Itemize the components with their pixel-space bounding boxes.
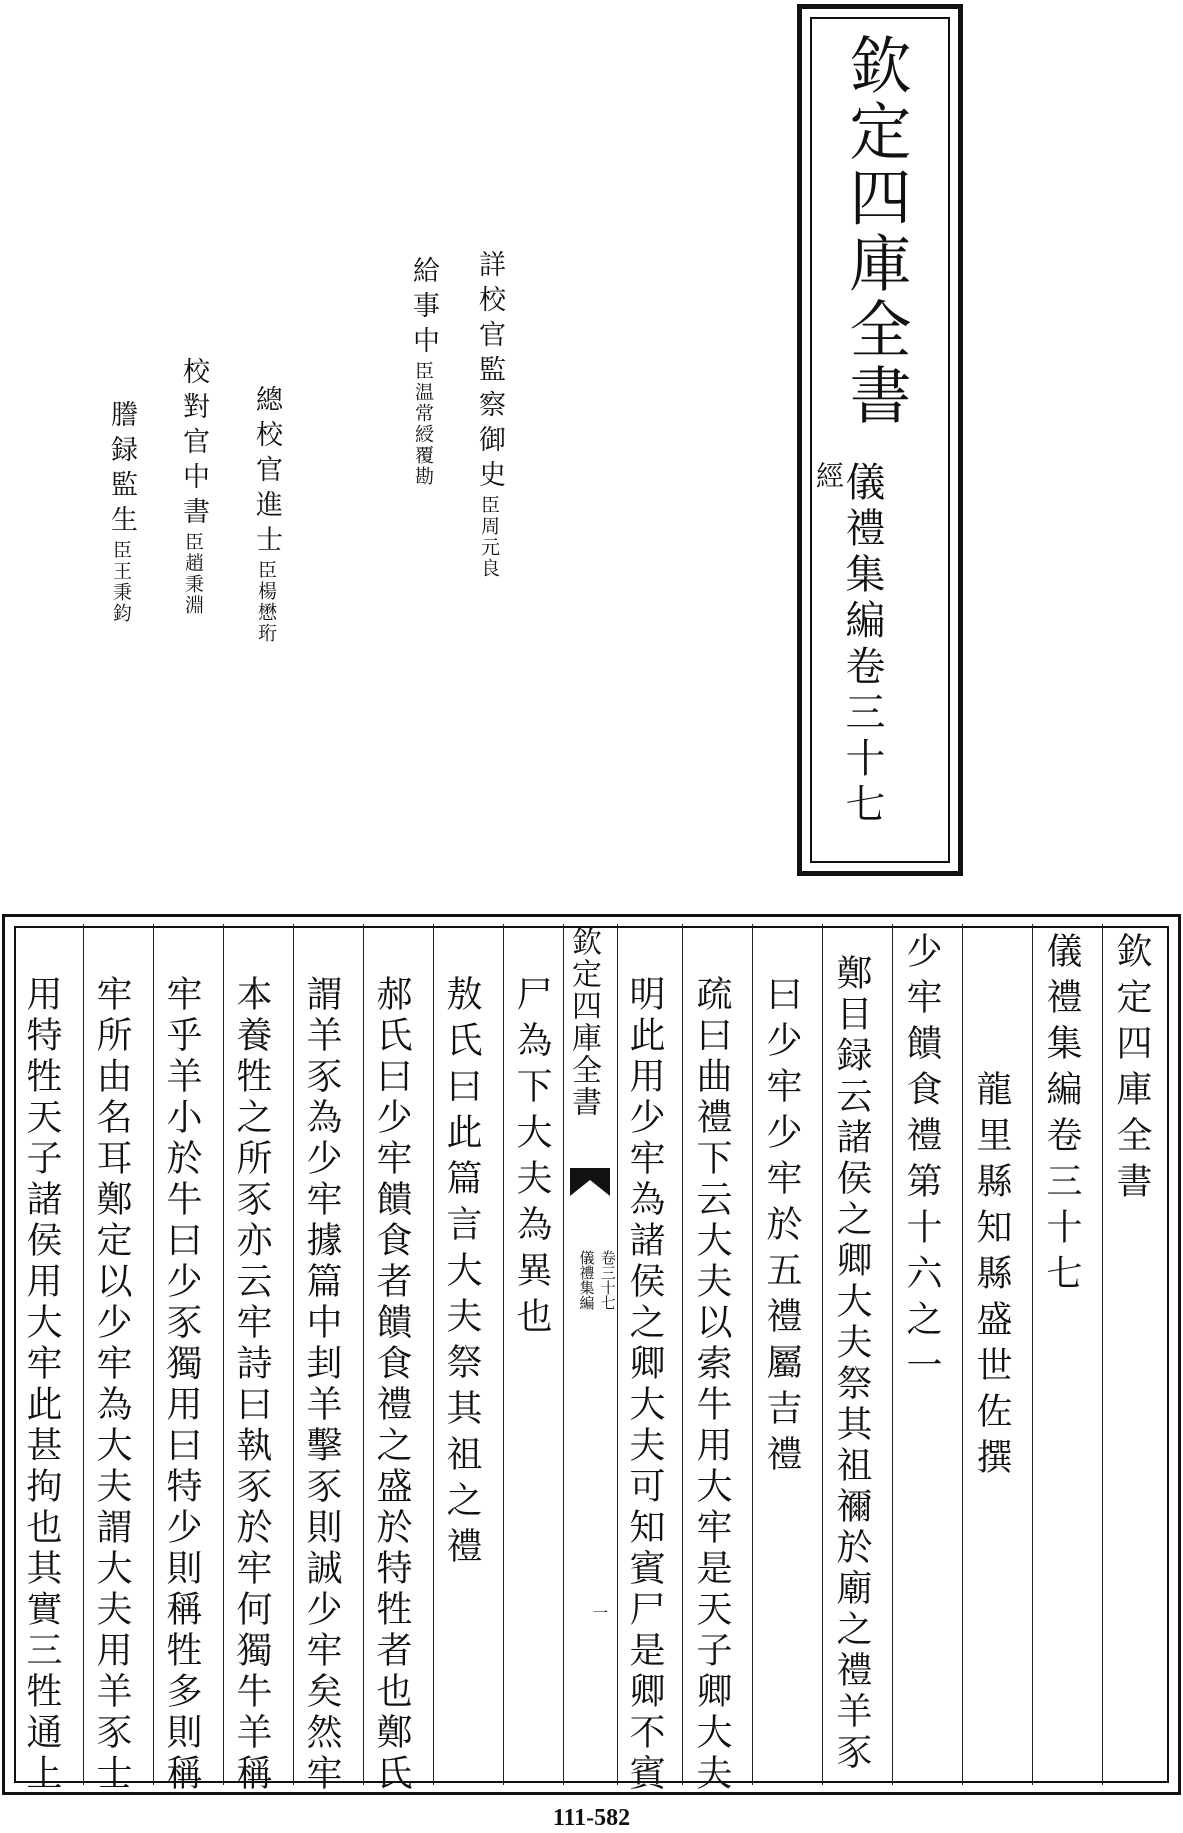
center-strip-rule bbox=[617, 924, 618, 1785]
page-number: 111-582 bbox=[552, 1805, 631, 1831]
credit-line bbox=[410, 256, 437, 487]
text-column: 本養牲之所豕亦云牢詩曰執豕於牢何獨牛羊稱 bbox=[231, 975, 272, 1795]
column-rule bbox=[1032, 924, 1033, 1785]
text-column: 曰少牢少牢於五禮屬吉禮 bbox=[761, 975, 802, 1481]
credit-line bbox=[180, 357, 207, 616]
collection-title: 欽定四庫全書 bbox=[839, 33, 912, 429]
center-collection-title: 欽定四庫全書 bbox=[566, 926, 601, 1118]
column-rule bbox=[682, 924, 683, 1785]
credit-official: 臣王秉鈞 bbox=[110, 540, 132, 624]
credit-role: 校對官中書 bbox=[178, 357, 209, 532]
center-leaf-number: 一 bbox=[591, 1605, 609, 1620]
text-column: 牢所由名耳鄭定以少牢為大夫謂大夫用羊豕士 bbox=[91, 975, 132, 1795]
column-rule bbox=[1102, 924, 1103, 1785]
credit-role: 給事中 bbox=[408, 256, 439, 361]
center-subtitle bbox=[578, 1250, 616, 1314]
column-rule bbox=[822, 924, 823, 1785]
credit-role: 詳校官監察御史 bbox=[474, 250, 505, 495]
text-column: 欽定四庫全書 bbox=[1111, 932, 1152, 1208]
column-rule bbox=[433, 924, 434, 1785]
text-column: 明此用少牢為諸侯之卿大夫可知賓尸是卿不賓 bbox=[624, 975, 665, 1795]
text-column: 儀禮集編卷三十七 bbox=[1041, 932, 1082, 1300]
text-column: 龍里縣知縣盛世佐撰 bbox=[971, 932, 1012, 1484]
column-rule bbox=[363, 924, 364, 1785]
center-strip-rule bbox=[563, 924, 564, 1785]
text-column: 尸為下大夫為異也 bbox=[511, 975, 552, 1343]
column-rule bbox=[503, 924, 504, 1785]
center-book-title: 儀禮集編 bbox=[577, 1250, 596, 1310]
text-column: 郝氏曰少牢饋食者饋食禮之盛於特牲者也鄭氏 bbox=[371, 975, 412, 1795]
column-rule bbox=[83, 924, 84, 1785]
text-column: 謂羊豕為少牢據篇中刲羊擊豕則誠少牢矣然牢 bbox=[301, 975, 342, 1795]
credit-official: 臣楊懋珩 bbox=[255, 560, 277, 644]
credit-role: 總校官進士 bbox=[251, 385, 282, 560]
center-volume: 卷三十七 bbox=[598, 1250, 617, 1310]
text-column: 用特牲天子諸侯用大牢此甚拘也其實三牲通上 bbox=[21, 975, 62, 1795]
credit-official: 臣周元良 bbox=[478, 495, 500, 579]
title-plate bbox=[797, 4, 963, 876]
column-rule bbox=[153, 924, 154, 1785]
text-column: 鄭目録云諸侯之卿大夫祭其祖禰於廟之禮羊豕 bbox=[831, 954, 872, 1774]
column-rule bbox=[892, 924, 893, 1785]
text-column: 牢乎羊小於牛曰少豕獨用曰特少則稱牲多則稱 bbox=[161, 975, 202, 1795]
text-column: 敖氏曰此篇言大夫祭其祖之禮 bbox=[441, 975, 482, 1573]
credit-role: 謄録監生 bbox=[106, 400, 137, 540]
credit-official: 臣温常綬覆勘 bbox=[412, 361, 434, 487]
credit-line bbox=[108, 400, 135, 624]
category-label: 經 bbox=[812, 461, 845, 489]
column-rule bbox=[962, 924, 963, 1785]
fishtail-mark-icon bbox=[570, 1168, 610, 1198]
column-rule bbox=[752, 924, 753, 1785]
text-column: 少牢饋食禮第十六之一 bbox=[901, 932, 942, 1392]
column-rule bbox=[293, 924, 294, 1785]
credit-official: 臣趙秉淵 bbox=[182, 532, 204, 616]
volume-title: 儀禮集編卷三十七 bbox=[839, 461, 885, 829]
credit-line bbox=[476, 250, 503, 579]
column-rule bbox=[223, 924, 224, 1785]
text-column: 疏曰曲禮下云大夫以索牛用大牢是天子卿大夫 bbox=[691, 975, 732, 1795]
credit-line bbox=[253, 385, 280, 644]
